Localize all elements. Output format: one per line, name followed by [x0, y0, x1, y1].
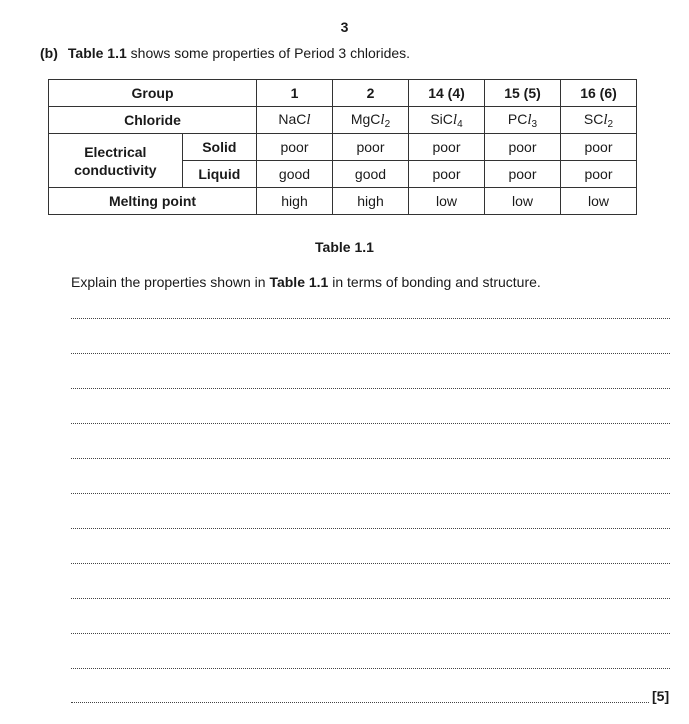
melting-value: high [257, 188, 333, 215]
liquid-value: good [333, 161, 409, 188]
formula-subscript: 2 [607, 119, 614, 130]
formula-chlorine-l: l [452, 112, 458, 128]
instruction [71, 274, 541, 290]
formula-base: PC [507, 111, 528, 127]
melting-value: low [485, 188, 561, 215]
answer-line[interactable] [71, 458, 670, 459]
question-part-label: (b) [40, 45, 58, 61]
answer-line[interactable] [71, 388, 670, 389]
solid-value: poor [333, 134, 409, 161]
melting-value: low [561, 188, 637, 215]
chloride-row [49, 107, 637, 134]
formula-base: SiC [430, 111, 453, 127]
solid-value: poor [485, 134, 561, 161]
solid-label: Solid [182, 134, 256, 161]
group-row [49, 80, 637, 107]
conductivity-label-line-2: conductivity [74, 161, 157, 178]
group-label: Group [49, 80, 257, 107]
answer-line[interactable] [71, 563, 670, 564]
formula-base: NaC [278, 111, 307, 127]
conductivity-label [49, 134, 183, 188]
table-reference: Table 1.1 [67, 45, 127, 61]
question-stem [40, 45, 410, 61]
answer-line[interactable] [71, 702, 649, 703]
instruction-text-before: Explain the properties shown in [71, 274, 270, 290]
instruction-table-reference: Table 1.1 [269, 274, 329, 290]
formula-base: SC [583, 111, 604, 127]
chloride-formula [409, 107, 485, 134]
marks-label: [5] [652, 688, 670, 704]
melting-value: high [333, 188, 409, 215]
formula-chlorine-l: l [603, 112, 608, 128]
formula-subscript: 2 [384, 119, 391, 130]
instruction-text-after: in terms of bonding and structure. [328, 274, 541, 290]
table-caption: Table 1.1 [315, 239, 374, 255]
chloride-label: Chloride [49, 107, 257, 134]
answer-line[interactable] [71, 668, 670, 669]
melting-point-label: Melting point [49, 188, 257, 215]
formula-subscript: 4 [457, 119, 463, 130]
formula-base: MgC [350, 111, 381, 127]
liquid-value: poor [561, 161, 637, 188]
answer-line[interactable] [71, 318, 670, 319]
solid-value: poor [561, 134, 637, 161]
properties-table [48, 79, 637, 215]
answer-line[interactable] [71, 493, 670, 494]
group-cell: 2 [333, 80, 409, 107]
question-text: shows some properties of Period 3 chlorides. [126, 45, 411, 61]
solid-value: poor [409, 134, 485, 161]
solid-value: poor [257, 134, 333, 161]
answer-line[interactable] [71, 528, 670, 529]
group-cell: 14 (4) [409, 80, 485, 107]
conductivity-label-line-1: Electrical [84, 143, 147, 160]
answer-line[interactable] [71, 423, 670, 424]
formula-chlorine-l: l [527, 112, 532, 128]
formula-chlorine-l: l [306, 112, 311, 128]
liquid-value: poor [409, 161, 485, 188]
formula-subscript: 3 [531, 119, 538, 130]
group-cell: 1 [257, 80, 333, 107]
melting-value: low [409, 188, 485, 215]
answer-line[interactable] [71, 598, 670, 599]
group-cell: 16 (6) [561, 80, 637, 107]
formula-chlorine-l: l [380, 112, 385, 128]
chloride-formula [561, 107, 637, 134]
answer-line[interactable] [71, 353, 670, 354]
answer-line[interactable] [71, 633, 670, 634]
page-number: 3 [340, 19, 349, 35]
liquid-value: poor [485, 161, 561, 188]
chloride-formula [333, 107, 409, 134]
liquid-value: good [257, 161, 333, 188]
liquid-label: Liquid [182, 161, 256, 188]
chloride-formula [485, 107, 561, 134]
group-cell: 15 (5) [485, 80, 561, 107]
chloride-formula [257, 107, 333, 134]
melting-point-row [49, 188, 637, 215]
solid-conductivity-row [49, 134, 637, 161]
